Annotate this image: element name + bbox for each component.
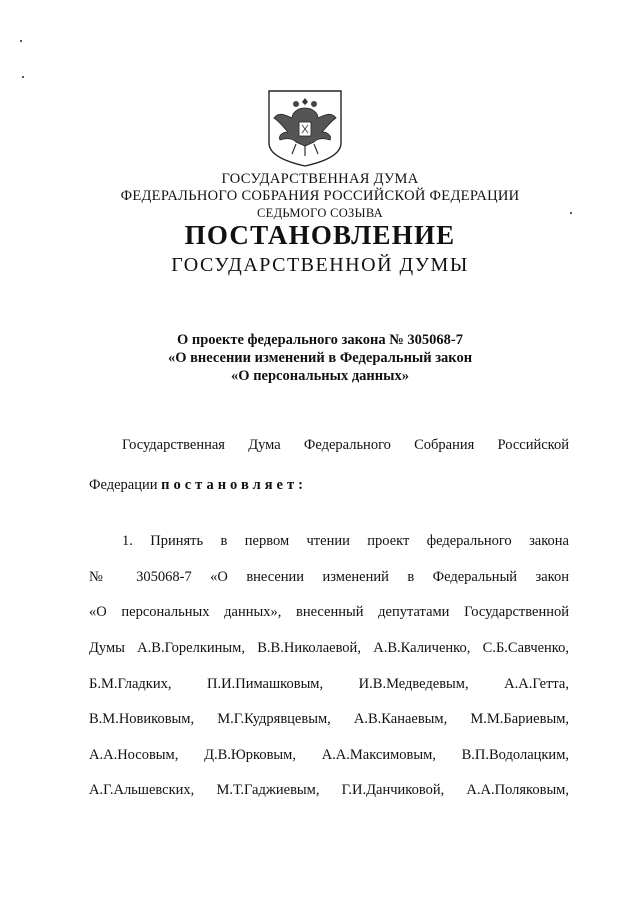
paragraph-line: В.М.Новиковым, М.Г.Кудрявцевым, А.В.Канаевым, М.М.Бариевым, bbox=[89, 711, 569, 727]
document-title: ПОСТАНОВЛЕНИЕ bbox=[184, 220, 456, 250]
paragraph-line: «О персональных данных», внесенный депутатами Государственной bbox=[89, 604, 569, 620]
paragraph-line: А.А.Носовым, Д.В.Юрковым, А.А.Максимовым, В.П.Водолацким, bbox=[89, 747, 569, 763]
resolves-word: постановляет: bbox=[161, 477, 307, 493]
paragraph-line: Думы А.В.Горелкиным, В.В.Николаевой, А.В.Каличенко, С.Б.Савченко, bbox=[89, 640, 569, 656]
paragraph-line: 1. Принять в первом чтении проект федерального закона bbox=[122, 533, 569, 549]
paragraph-line: № 305068-7 «О внесении изменений в Федеральный закон bbox=[89, 569, 569, 585]
subject-line-1: О проекте федерального закона № 305068-7 bbox=[176, 332, 464, 348]
coat-of-arms-icon bbox=[266, 88, 344, 168]
preamble-line-1: Государственная Дума Федерального Собрания Российской bbox=[122, 437, 569, 453]
scan-speck bbox=[20, 40, 22, 42]
preamble-line-2 bbox=[89, 476, 569, 494]
scan-speck bbox=[22, 76, 24, 78]
org-line-2: ФЕДЕРАЛЬНОГО СОБРАНИЯ РОССИЙСКОЙ ФЕДЕРАЦИИ bbox=[120, 188, 520, 204]
paragraph-line: Б.М.Гладких, П.И.Пимашковым, И.В.Медведевым, А.А.Гетта, bbox=[89, 676, 569, 692]
subject-line-3: «О персональных данных» bbox=[231, 368, 409, 384]
preamble-text: Федерации bbox=[89, 477, 162, 493]
subject-line-2: «О внесении изменений в Федеральный закон bbox=[167, 350, 473, 366]
paragraph-line: А.Г.Альшевских, М.Т.Гаджиевым, Г.И.Данчиковой, А.А.Поляковым, bbox=[89, 782, 569, 798]
document-subtitle: ГОСУДАРСТВЕННОЙ ДУМЫ bbox=[171, 254, 469, 276]
convocation-line: СЕДЬМОГО СОЗЫВА bbox=[257, 206, 383, 220]
org-line-1: ГОСУДАРСТВЕННАЯ ДУМА bbox=[221, 171, 419, 187]
